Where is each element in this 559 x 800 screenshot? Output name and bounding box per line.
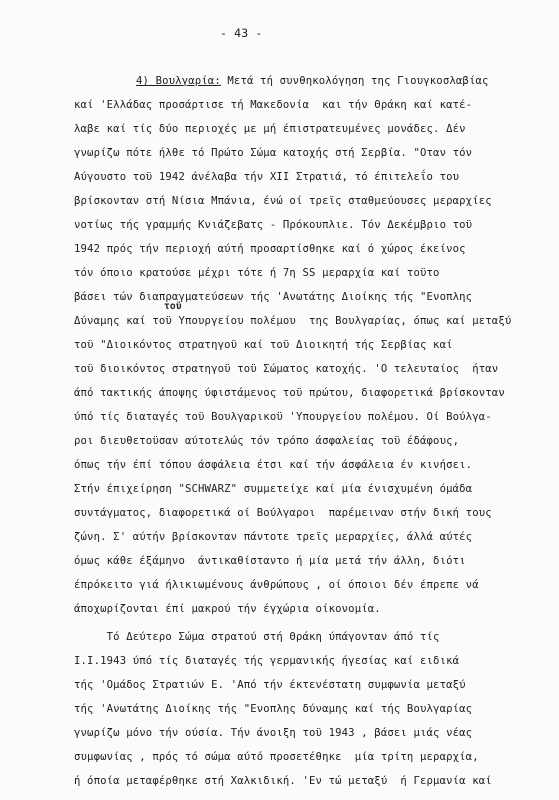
paragraph-2-line: γνωρίζω μόνο τήν ούσία. Τήν άνοιξη τοϋ 1943 , βάσει μιάς νέας: [74, 727, 473, 739]
paragraph-1-line: άποχωρίζονται έπί μακρού τήν έγχώρια οίκονομία.: [74, 603, 381, 615]
paragraph-1-line: συντάγματος, διαφορετικά οί Βούλγαροι παρέμειναν στήν δική τους: [74, 507, 492, 519]
paragraph-2-line: τής 'Ομάδος Στρατιών Ε. 'Από τήν έκτενέστατη συμφωνία μεταξύ: [74, 679, 466, 691]
section-heading: 4) Βουλγαρία:: [136, 75, 221, 87]
paragraph-1-line: Αύγουστο τοϋ 1942 άνέλαβα τήν XII Στρατιά, τό έπιτελεΐο του: [74, 171, 460, 183]
paragraph-1-line: έπρόκειτο γιά ήλικιωμένους άνθρώπους , οί όποιοι δέν έπρεπε νά: [74, 579, 479, 591]
paragraph-1-line-1: [136, 74, 489, 88]
page-number: - 43 -: [220, 26, 263, 40]
paragraph-1-line: Στήν έπιχείρηση "SCHWARZ" συμμετείχε καί μία ένισχυμένη όμάδα: [74, 483, 473, 495]
paragraph-1-line: όμως κάθε έξάμηνο άντικαθίσταντο ή μία μετά τήν άλλη, διότι: [74, 555, 466, 567]
paragraph-1-line: καί 'Ελλάδας προσάρτισε τή Μακεδονία και τήν Θράκη καί κατέ-: [74, 99, 473, 111]
paragraph-1-line: 1942 πρός τήν περιοχή αύτή προσαρτίσθηκε καί ό χώρος έκείνος: [74, 243, 466, 255]
paragraph-2-line: I.I.1943 ύπό τίς διαταγές τής γερμανικής ήγεσίας καί ειδικά: [74, 655, 460, 667]
paragraph-1-line: τοϋ "Διοικόντος στρατηγοϋ καί τοϋ Διοικητή τής Σερβίας καί: [74, 339, 453, 351]
paragraph-1-line: τόν όποιο κρατούσε μέχρι τότε ή 7η SS μεραρχία καί τοϋτο: [74, 267, 440, 279]
paragraph-1-line: βρίσκονταν στή Νίσια Μπάνια, ένώ οί τρεϊς σταθμεύουσες μεραρχίες: [74, 195, 492, 207]
paragraph-1-line: άπό τακτικής άποψης ύφιστάμενος τοϋ πρώτου, διαφορετικά βρίσκονταν: [74, 387, 505, 399]
paragraph-2-line: ή όποία μεταφέρθηκε στή Χαλκιδική. 'Εν τώ μεταξύ ή Γερμανία καί: [74, 775, 492, 787]
first-line-text: Μετά τή συνθηκολόγηση της Γιουγκοσλαβίας: [220, 75, 489, 87]
paragraph-2-line: τής 'Ανωτάτης Διοίκης τής "Ενοπλης δύναμης καί τής Βουλγαρίας: [74, 703, 473, 715]
paragraph-1-line: ροι διευθετοϋσαν αύτοτελώς τόν τρόπο άσφαλείας τοϋ έδάφους,: [74, 435, 460, 447]
paragraph-1-line: νοτίως τής γραμμής Κνιάζεβατς - Πρόκουπλιε. Τόν Δεκέμβριο τοϋ: [74, 219, 473, 231]
paragraph-2-line: Τό Δεύτερο Σώμα στρατού στή Θράκη ύπάγονταν άπό τίς: [74, 631, 440, 643]
paragraph-1-line: Δύναμης καί τοϋ Υπουργείου πολέμου της Βουλγαρίας, όπως καί μεταξύ: [74, 315, 512, 327]
paragraph-1-line: τοϋ διοικόντος στρατηγοϋ τοϋ Σώματος κατοχής. 'Ο τελευταίος ήταν: [74, 363, 499, 375]
paragraph-1-line: γνωρίζω πότε ήλθε τό Πρώτο Σώμα κατοχής στή Σερβία. "Οταν τόν: [74, 147, 473, 159]
paragraph-1-line: ζώνη. Σ' αύτήν βρίσκονταν πάντοτε τρεϊς μεραρχίες, άλλά αύτές: [74, 531, 473, 543]
interlinear-insertion: τοϋ: [164, 301, 182, 312]
paragraph-1-line: όπως τήν έπί τόπου άσφάλεια έτσι καί τήν άσφάλεια έν κινήσει.: [74, 459, 473, 471]
paragraph-1-line: ύπό τίς διαταγές τοϋ Βουλγαρικοϋ 'Υπουργείου πολέμου. Οί Βούλγα-: [74, 411, 492, 423]
paragraph-2-line: συμφωνίας , πρός τό σώμα αύτό προσετέθηκε μία τρίτη μεραρχία,: [74, 751, 479, 763]
paragraph-1-line: λαβε καί τίς δύο περιοχές με μή έπιστρατευμένες μονάδες. Δέν: [74, 123, 466, 135]
paragraph-1-line: βάσει τών διαπραγματεύσεων τής 'Ανωτάτης Διοίκης τής "Ενοπλης: [74, 291, 473, 303]
